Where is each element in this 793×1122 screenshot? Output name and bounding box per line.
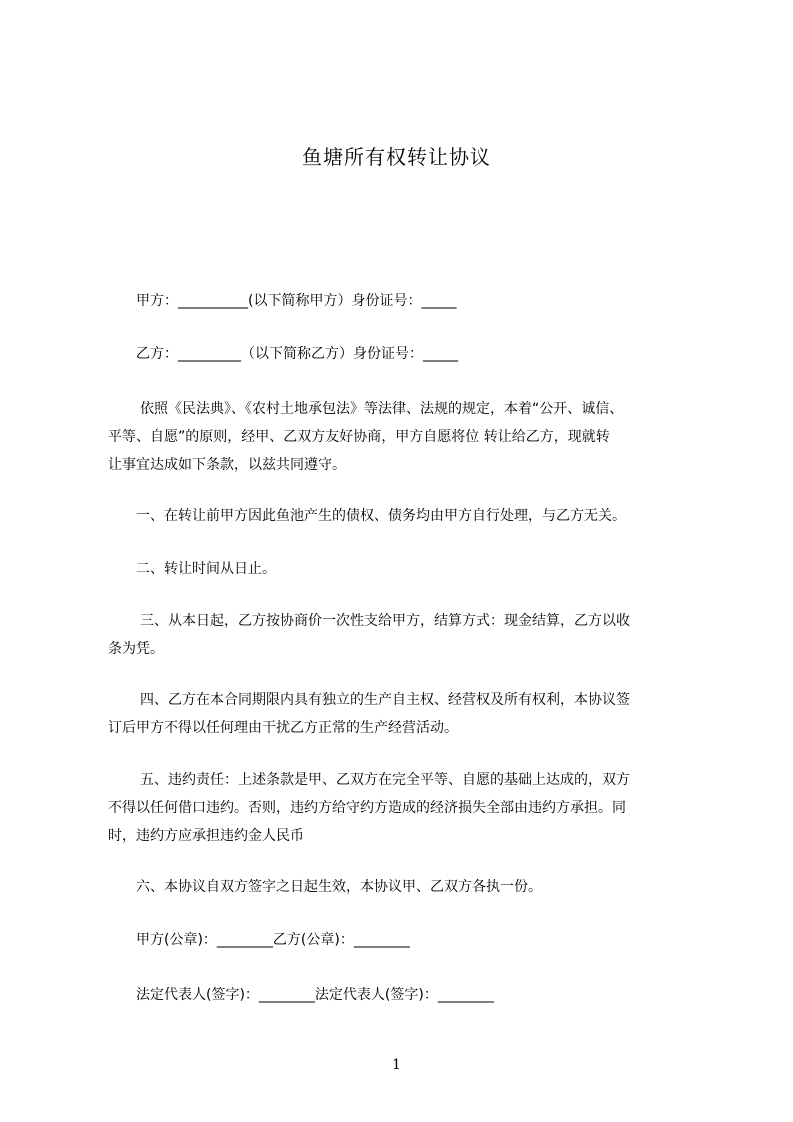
clause-1: 一、在转让前甲方因此鱼池产生的债权、债务均由甲方自行处理，与乙方无关。 <box>136 508 626 524</box>
signature-line: 法定代表人(签字)：________法定代表人(签字)：________ <box>136 987 494 1003</box>
clause-5-line-1: 五、违约责任：上述条款是甲、乙双方在完全平等、自愿的基础上达成的，双方 <box>140 772 630 788</box>
clause-3-line-1: 三、从本日起，乙方按协商价一次性支给甲方，结算方式：现金结算，乙方以收 <box>140 613 630 629</box>
party-a-line: 甲方：__________(以下简称甲方）身份证号：_____ <box>136 293 457 309</box>
party-b-line: 乙方：_________（以下简称乙方）身份证号：_____ <box>136 346 458 362</box>
document-title: 鱼塘所有权转让协议 <box>302 145 491 169</box>
clause-5-line-2: 不得以任何借口违约。否则，违约方给守约方造成的经济损失全部由违约方承担。同 <box>108 800 626 816</box>
page-number: 1 <box>392 1057 401 1073</box>
clause-3-line-2: 条为凭。 <box>108 641 164 657</box>
intro-line-3: 让事宜达成如下条款，以兹共同遵守。 <box>108 457 346 473</box>
seal-line: 甲方(公章)：________乙方(公章)：________ <box>136 932 410 948</box>
intro-line-1: 依照《民法典》、《农村土地承包法》等法律、法规的规定，本着“公开、诚信、 <box>140 401 624 417</box>
clause-2: 二、转让时间从日止。 <box>136 561 276 577</box>
intro-line-2: 平等、自愿”的原则，经甲、乙双方友好协商，甲方自愿将位 转让给乙方，现就转 <box>108 429 610 445</box>
clause-5-line-3: 时，违约方应承担违约金人民币 <box>108 828 304 844</box>
clause-4-line-2: 订后甲方不得以任何理由干扰乙方正常的生产经营活动。 <box>108 720 458 736</box>
clause-6: 六、本协议自双方签字之日起生效，本协议甲、乙双方各执一份。 <box>136 879 542 895</box>
clause-4-line-1: 四、乙方在本合同期限内具有独立的生产自主权、经营权及所有权利，本协议签 <box>140 692 630 708</box>
